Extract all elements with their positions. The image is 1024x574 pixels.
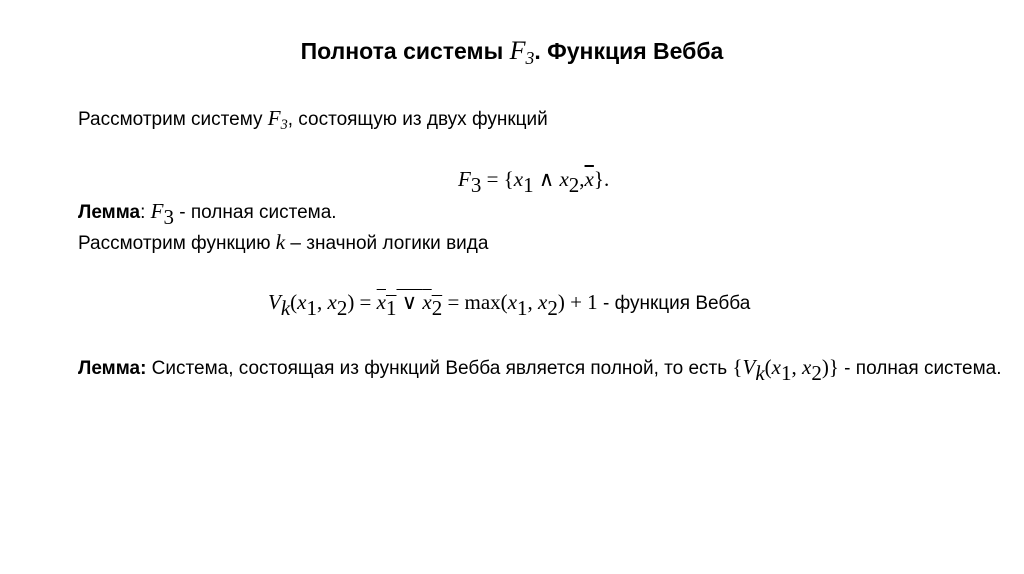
intro-var: $F_3$ [267, 106, 288, 133]
intro-line: Рассмотрим систему $F_3$, состоящую из двух функций [78, 106, 548, 133]
lemma2-paragraph: Лемма: Система, состоящая из функций Вебба является полной, то есть {$V_k(x_1$, $x_2$)} - полная система. [78, 355, 1002, 385]
slide-title [0, 36, 1024, 66]
negated-or: $x_1$ ∨ $x_2$ [376, 290, 443, 320]
formula-f3: $F_3 = \{x_1$ ∧ $x_2,\overline{x}$}. [458, 167, 610, 197]
lemma1-line: Лемма: $F_3$ - полная система. [78, 199, 337, 229]
title-rest: . Функция Вебба [534, 38, 724, 64]
lemma1-label: Лемма [78, 202, 141, 223]
title-var: $F_3$ [509, 36, 535, 68]
formula-webb: $V_k(x_1$, $x_2) = x_1$ ∨ $x_2 = \max(x_1$, $x_2) + 1$ - функция Вебба [268, 290, 751, 320]
title-text: Полнота системы [300, 38, 510, 64]
webb-label: - функция Вебба [597, 293, 751, 314]
consider-line: Рассмотрим функцию k – значной логики вида [78, 230, 489, 254]
lemma2-label: Лемма: [78, 358, 147, 379]
